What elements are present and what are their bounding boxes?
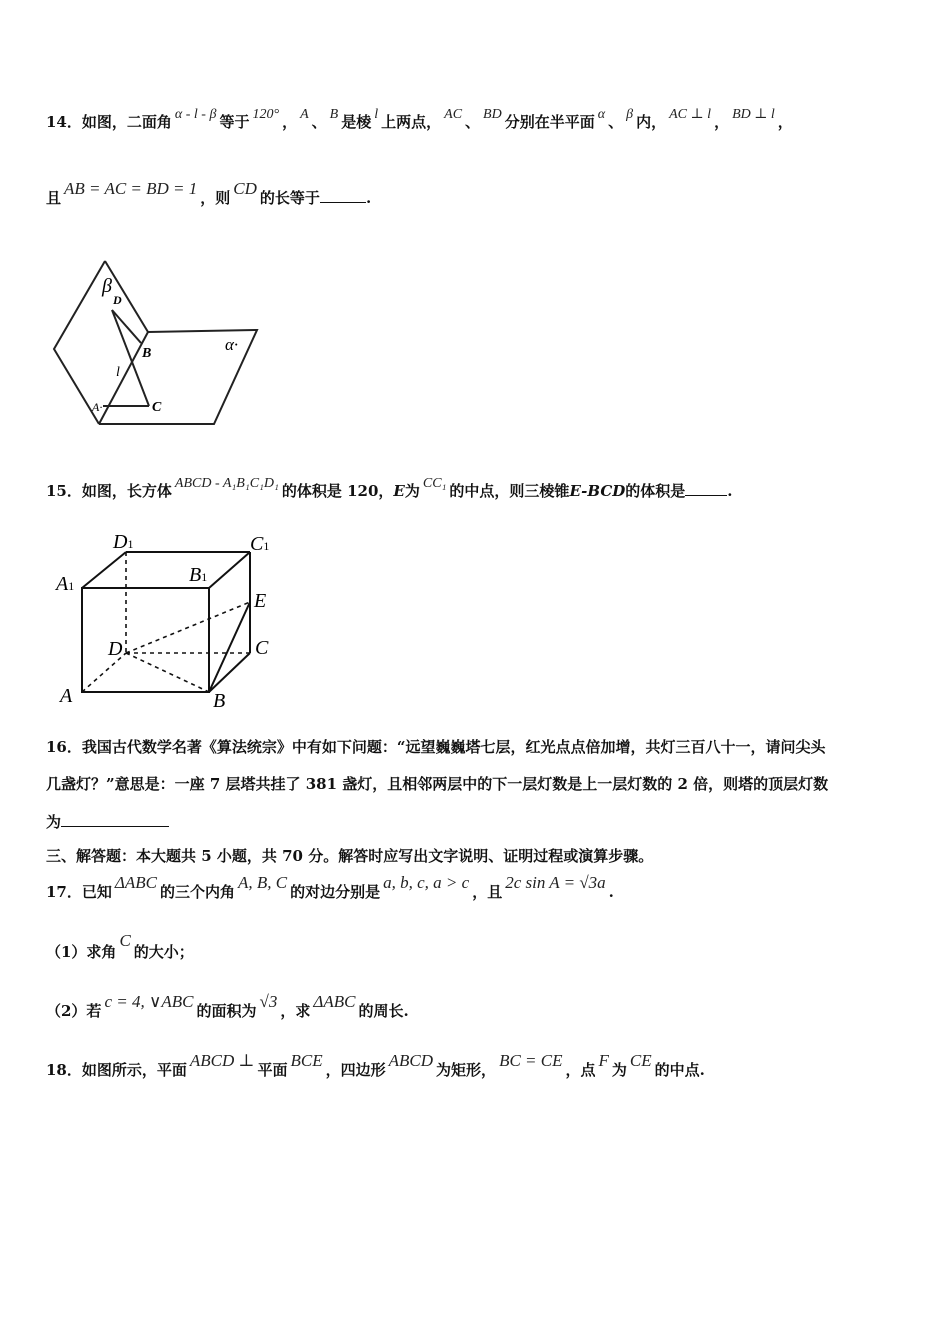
math-sides-abc: a, b, c, a > c [383, 873, 470, 892]
math-beta: β [626, 107, 634, 122]
text: 的大小； [133, 943, 194, 961]
text: 分别在半平面 [504, 113, 595, 131]
q16-line-2: 几盏灯？”意思是：一座 7 层塔共挂了 381 盏灯，且相邻两层中的下一层灯数是上一层灯数的 2 倍，则塔的顶层灯数 [46, 775, 829, 793]
math-b: B [329, 107, 339, 122]
label-d1 [112, 531, 133, 553]
text: ，求 [280, 1002, 311, 1020]
label-c: C [152, 400, 162, 415]
text: 的中点，则三棱锥 [449, 482, 570, 500]
math-a: A [300, 107, 309, 122]
text: . [608, 883, 614, 901]
text: ，且 [472, 883, 503, 901]
point-e: E [393, 482, 405, 500]
math-ce: CE [629, 1051, 652, 1070]
text: （2）若 [46, 1002, 102, 1020]
math-bc-equals-ce: BC = CE [499, 1051, 563, 1070]
label-a: A [60, 685, 73, 707]
q18-line [46, 1051, 705, 1080]
text: 为 [404, 482, 420, 500]
text: 的三个内角 [159, 883, 235, 901]
hidden-segment-db [126, 653, 209, 692]
math-bd-perp-l: BD ⊥ l [732, 107, 775, 122]
text: 如图，二面角 [81, 113, 172, 131]
text: ， [714, 113, 730, 131]
text: 的周长. [358, 1002, 409, 1020]
q15-cuboid-figure [52, 526, 292, 716]
math-cuboid-name: ABCD - A₁B₁C₁D₁ [174, 476, 279, 491]
label-c1-letter: C [250, 533, 264, 555]
math-triangle-abc: ΔABC [313, 992, 356, 1011]
text: 、 [465, 113, 481, 131]
label-d: D [108, 638, 123, 660]
math-sqrt-3: √3 [259, 992, 278, 1011]
section-3-heading: 三、解答题：本大题共 5 小题，共 70 分。解答时应写出文字说明、证明过程或演算步骤。 [46, 847, 654, 865]
q18-number: 18． [46, 1061, 82, 1079]
math-ac: AC [444, 107, 463, 122]
q17-part-2 [46, 992, 409, 1021]
math-abcd-perp: ABCD ⊥ [189, 1051, 255, 1070]
q16-line-1: 16．我国古代数学名著《算法统宗》中有如下问题：“远望巍巍塔七层，红光点点倍加增，共灯三百八十一，请问尖头 [46, 738, 826, 756]
math-angles-abc: A, B, C [238, 873, 288, 892]
text: ， [282, 113, 298, 131]
q14-number: 14． [46, 113, 82, 131]
text: 、 [311, 113, 327, 131]
answer-blank [685, 481, 727, 496]
label-a1-sub: 1 [68, 579, 75, 593]
text: 等于 [219, 113, 250, 131]
front-face [82, 588, 209, 692]
label-a: A· [92, 400, 103, 414]
label-c1-sub: 1 [263, 539, 270, 553]
math-l: l [374, 107, 379, 122]
label-b1-letter: B [189, 564, 202, 586]
label-beta: β [102, 275, 112, 297]
math-ac-perp-l: AC ⊥ l [669, 107, 712, 122]
text: 已知 [81, 883, 112, 901]
text: ，点 [565, 1061, 596, 1079]
text: ，四边形 [325, 1061, 386, 1079]
text: 为 [611, 1061, 627, 1079]
pyramid-e-bcd: E-BCD [569, 482, 626, 500]
q15-number: 15． [46, 482, 82, 500]
label-a1 [54, 573, 74, 595]
math-triangle-abc: ΔABC [114, 873, 157, 892]
label-b1-sub: 1 [201, 570, 208, 584]
text: . [727, 482, 733, 500]
text: 如图所示，平面 [81, 1061, 187, 1079]
edge-b1-c1 [209, 552, 250, 588]
q14-dihedral-figure [46, 252, 266, 432]
label-b: B [213, 690, 226, 712]
text: 、 [608, 113, 624, 131]
math-cd: CD [233, 179, 257, 198]
q17-part-1 [46, 931, 194, 962]
label-e: E [254, 590, 267, 612]
answer-blank [61, 812, 169, 827]
text: 是棱 [341, 113, 372, 131]
answer-blank [320, 188, 366, 203]
text: 的体积是 [625, 482, 686, 500]
text: 且 [46, 189, 62, 207]
label-a1-letter: A [56, 573, 69, 595]
label-d1-letter: D [113, 531, 128, 553]
text: 的对边分别是 [290, 883, 381, 901]
edge-l [99, 332, 148, 424]
label-l: l [116, 365, 120, 380]
label-c1 [250, 533, 269, 555]
text: 的长等于 [259, 189, 320, 207]
text: 平面 [257, 1061, 288, 1079]
text: 内， [636, 113, 667, 131]
text: 为矩形， [436, 1061, 497, 1079]
label-d1-sub: 1 [127, 537, 134, 551]
label-d: D [113, 293, 122, 307]
q14-line-1 [46, 107, 793, 134]
q17-number: 17． [46, 883, 82, 901]
text: . [365, 189, 372, 207]
label-b1 [189, 564, 207, 586]
math-abcd: ABCD [388, 1051, 434, 1070]
q15-line [46, 476, 733, 503]
math-condition: 2c sin A = √3a [505, 873, 606, 892]
math-bd: BD [483, 107, 502, 122]
text: 为 [46, 813, 62, 831]
edge-a1-d1 [82, 552, 126, 588]
text: 的面积为 [196, 1002, 257, 1020]
math-cc1: CC₁ [422, 476, 447, 491]
math-ab-ac-bd-equal-1: AB = AC = BD = 1 [64, 179, 198, 198]
math-alpha: α [597, 107, 606, 122]
label-b: B [142, 346, 152, 361]
edge-b-c [209, 653, 250, 692]
math-bce: BCE [290, 1051, 323, 1070]
text: ， [777, 113, 793, 131]
math-f: F [598, 1051, 609, 1070]
text: 上两点， [381, 113, 442, 131]
hidden-segment-de [126, 602, 250, 653]
label-alpha: α· [225, 335, 239, 354]
math-120-degrees: 120° [252, 107, 280, 122]
text: ，则 [200, 189, 231, 207]
text: （1）求角 [46, 943, 117, 961]
text: 的体积是 120， [281, 482, 394, 500]
math-c: C [119, 931, 131, 950]
text: 如图，长方体 [81, 482, 172, 500]
q17-line [46, 873, 614, 902]
q14-line-2 [46, 179, 372, 208]
math-dihedral-angle: α - l - β [174, 107, 217, 122]
label-c: C [255, 637, 269, 659]
q16-line-3 [46, 812, 169, 832]
text: 的中点. [654, 1061, 705, 1079]
math-c-equals-4: c = 4, ∨ABC [104, 992, 194, 1011]
